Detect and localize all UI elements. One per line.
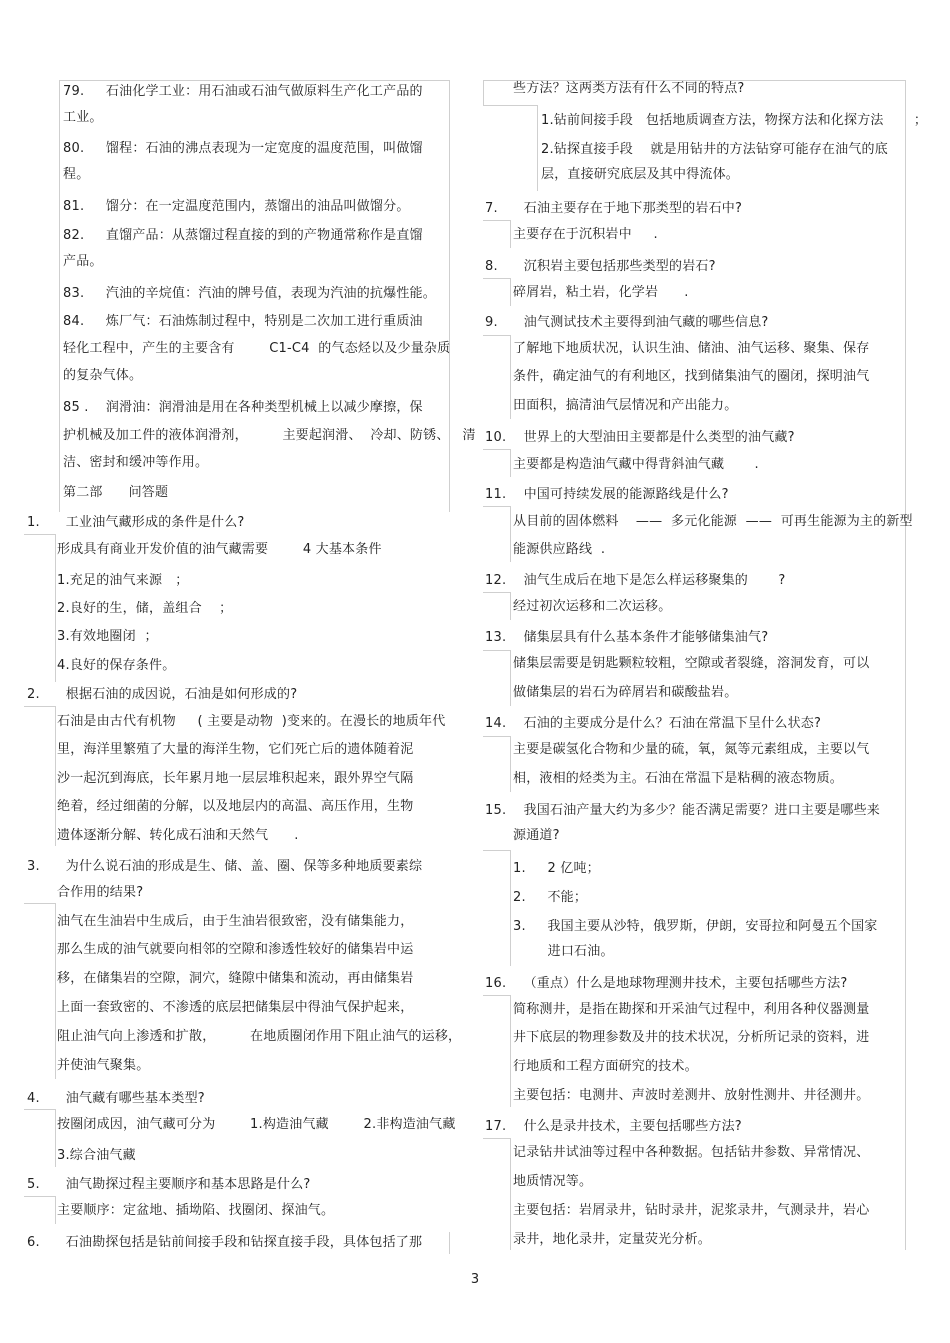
question-line: 17. 什么是录井技术，主要包括哪些方法? bbox=[485, 1119, 742, 1134]
question-rule bbox=[483, 736, 511, 737]
text-line: 那么生成的油气就要向相邻的空隙和渗透性较好的储集岩中运 bbox=[57, 942, 414, 957]
question-line: 2. 根据石油的成因说，石油是如何形成的? bbox=[27, 687, 298, 702]
text-line: 从目前的固体燃料 —— 多元化能源 —— 可再生能源为主的新型 bbox=[513, 514, 913, 529]
text-line: 洁、密封和缓冲等作用。 bbox=[63, 455, 209, 470]
text-line: 简称测井，是指在勘探和开采油气过程中，利用各种仪器测量 bbox=[513, 1002, 870, 1017]
left-frame-rule-bottom bbox=[449, 1232, 450, 1254]
answer-rule bbox=[55, 706, 56, 846]
answer-rule bbox=[510, 278, 511, 306]
question-rule bbox=[483, 335, 511, 336]
question-line: 10. 世界上的大型油田主要都是什么类型的油气藏? bbox=[485, 430, 795, 445]
question-rule bbox=[483, 105, 538, 106]
left-frame-rule bbox=[59, 80, 60, 512]
question-line: 16. （重点）什么是地球物理测井技术，主要包括哪些方法? bbox=[485, 976, 848, 991]
answer-rule bbox=[55, 1196, 56, 1224]
text-line: 80. 馏程：石油的沸点表现为一定宽度的温度范围，叫做馏 bbox=[63, 141, 423, 156]
left-frame-rule-right bbox=[449, 80, 450, 512]
list-item: 1. 2 亿吨； bbox=[513, 861, 600, 876]
text-line: 做储集层的岩石为碎屑岩和碳酸盐岩。 bbox=[513, 685, 738, 700]
text-line: 绝着，经过细菌的分解，以及地层内的高温、高压作用，生物 bbox=[57, 799, 414, 814]
question-rule bbox=[24, 1196, 56, 1197]
text-line: 石油是由古代有机物 ( 主要是动物 )变来的。在漫长的地质年代 bbox=[57, 714, 446, 729]
text-line: 能源供应路线 . bbox=[513, 542, 606, 557]
text-line: 相，液相的烃类为主。石油在常温下是粘稠的液态物质。 bbox=[513, 771, 844, 786]
text-line: 的复杂气体。 bbox=[63, 368, 143, 383]
left-frame-top bbox=[59, 80, 449, 81]
list-item: 3. 我国主要从沙特，俄罗斯，伊朗，安哥拉和阿曼五个国家 bbox=[513, 919, 878, 934]
text-line: 油气在生油岩中生成后，由于生油岩很致密，没有储集能力， bbox=[57, 914, 414, 929]
text-line: 4.良好的保存条件。 bbox=[57, 658, 176, 673]
question-rule bbox=[24, 706, 56, 707]
text-line: 主要包括：电测井、声波时差测井、放射性测井、井径测井。 bbox=[513, 1088, 870, 1103]
text-line: 85 . 润滑油：润滑油是用在各种类型机械上以减少摩擦，保 bbox=[63, 400, 423, 415]
text-line: 井下底层的物理参数及井的技术状况，分析所记录的资料，进 bbox=[513, 1030, 870, 1045]
text-line: 上面一套致密的、不渗透的底层把储集层中得油气保护起来， bbox=[57, 1000, 414, 1015]
question-line: 1. 工业油气藏形成的条件是什么? bbox=[27, 515, 245, 530]
text-line: 条件，确定油气的有利地区，找到储集油气的圈闭，探明油气 bbox=[513, 369, 870, 384]
text-line: 护机械及加工件的液体润滑剂， 主要起润滑、 冷却、防锈、 清 bbox=[63, 428, 476, 443]
answer-rule bbox=[510, 995, 511, 1107]
question-line: 14. 石油的主要成分是什么？石油在常温下呈什么状态? bbox=[485, 716, 822, 731]
answer-rule bbox=[510, 506, 511, 562]
question-rule bbox=[483, 995, 511, 996]
question-line: 8. 沉积岩主要包括那些类型的岩石? bbox=[485, 259, 716, 274]
text-line: 阻止油气向上渗透和扩散， 在地质圈闭作用下阻止油气的运移， bbox=[57, 1029, 462, 1044]
answer-rule bbox=[510, 449, 511, 477]
text-line: 行地质和工程方面研究的技术。 bbox=[513, 1059, 698, 1074]
text-line: 主要包括：岩屑录井，钻时录井，泥浆录井，气测录井，岩心 bbox=[513, 1203, 870, 1218]
text-line: 录井，地化录井，定量荧光分析。 bbox=[513, 1232, 712, 1247]
text-line: 2.良好的生，储，盖组合 ； bbox=[57, 601, 233, 616]
text-line: 83. 汽油的辛烷值：汽油的牌号值，表现为汽油的抗爆性能。 bbox=[63, 286, 436, 301]
answer-rule bbox=[510, 1138, 511, 1250]
right-column bbox=[480, 0, 928, 1343]
text-line: 工业。 bbox=[63, 110, 103, 125]
question-rule bbox=[24, 1109, 56, 1110]
answer-rule bbox=[510, 335, 511, 419]
text-line: 并使油气聚集。 bbox=[57, 1058, 150, 1073]
question-rule bbox=[24, 903, 56, 904]
text-line: 遗体逐渐分解、转化成石油和天然气 . bbox=[57, 828, 299, 843]
question-line: 13. 储集层具有什么基本条件才能够储集油气? bbox=[485, 630, 769, 645]
answer-rule bbox=[510, 850, 511, 966]
text-line: 1.充足的油气来源 ； bbox=[57, 573, 189, 588]
list-item: 2. 不能； bbox=[513, 890, 588, 905]
text-line: 沙一起沉到海底，长年累月地一层层堆积起来，跟外界空气隔 bbox=[57, 771, 414, 786]
question-line: 15. 我国石油产量大约为多少？能否满足需要？进口主要是哪些来 bbox=[485, 803, 881, 818]
text-line: 田面积，搞清油气层情况和产出能力。 bbox=[513, 398, 738, 413]
text-line: 程。 bbox=[63, 167, 90, 182]
answer-rule bbox=[55, 903, 56, 1079]
right-frame-rule bbox=[483, 80, 484, 106]
text-line: 移，在储集岩的空隙，洞穴，缝隙中储集和流动，再由储集岩 bbox=[57, 971, 414, 986]
question-rule bbox=[483, 506, 511, 507]
text-line: 形成具有商业开发价值的油气藏需要 4 大基本条件 bbox=[57, 542, 382, 557]
text-line: 2.钻探直接手段 就是用钻井的方法钻穿可能存在油气的底 bbox=[541, 142, 888, 157]
text-line: 了解地下地质状况，认识生油、储油、油气运移、聚集、保存 bbox=[513, 341, 870, 356]
question-line: 5. 油气勘探过程主要顺序和基本思路是什么? bbox=[27, 1177, 311, 1192]
text-line: 主要都是构造油气藏中得背斜油气藏 . bbox=[513, 457, 759, 472]
question-line: 合作用的结果? bbox=[57, 885, 144, 900]
question-line: 12. 油气生成后在地下是怎么样运移聚集的 ? bbox=[485, 573, 786, 588]
text-line: 里，海洋里繁殖了大量的海洋生物，它们死亡后的遗体随着泥 bbox=[57, 742, 414, 757]
answer-rule bbox=[55, 1109, 56, 1167]
answer-rule bbox=[537, 105, 538, 191]
list-item: 进口石油。 bbox=[513, 944, 614, 959]
text-line: 84. 炼厂气：石油炼制过程中，特别是二次加工进行重质油 bbox=[63, 314, 423, 329]
answer-rule bbox=[510, 650, 511, 706]
text-line: 储集层需要是钥匙颗粒较粗，空隙或者裂缝，溶洞发育，可以 bbox=[513, 656, 870, 671]
text-line: 主要顺序：定盆地、插坳陷、找圈闭、探油气。 bbox=[57, 1203, 335, 1218]
text-line: 79. 石油化学工业：用石油或石油气做原料生产化工产品的 bbox=[63, 84, 423, 99]
text-line: 些方法？这两类方法有什么不同的特点? bbox=[513, 81, 745, 96]
text-line: 81. 馏分：在一定温度范围内，蒸馏出的油品叫做馏分。 bbox=[63, 199, 410, 214]
text-line: 产品。 bbox=[63, 254, 103, 269]
question-rule bbox=[483, 850, 511, 851]
text-line: 轻化工程中，产生的主要含有 C1-C4 的气态烃以及少量杂质 bbox=[63, 341, 451, 356]
text-line: 记录钻井试油等过程中各种数据。包括钻井参数、异常情况、 bbox=[513, 1145, 870, 1160]
question-rule bbox=[24, 534, 56, 535]
text-line: 主要存在于沉积岩中 . bbox=[513, 227, 658, 242]
question-rule bbox=[483, 278, 511, 279]
question-rule bbox=[483, 592, 511, 593]
text-line: 层，直接研究底层及其中得流体。 bbox=[541, 167, 740, 182]
page-number: 3 bbox=[470, 1272, 480, 1287]
text-line: 经过初次运移和二次运移。 bbox=[513, 599, 672, 614]
question-line: 源通道? bbox=[513, 828, 560, 843]
question-line: 6. 石油勘探包括是钻前间接手段和钻探直接手段，具体包括了那 bbox=[27, 1235, 423, 1250]
question-line: 3. 为什么说石油的形成是生、储、盖、圈、保等多种地质要素综 bbox=[27, 859, 423, 874]
text-line: 1.钻前间接手段 包括地质调查方法，物探方法和化探方法 ； bbox=[541, 113, 928, 128]
question-line: 9. 油气测试技术主要得到油气藏的哪些信息? bbox=[485, 315, 769, 330]
question-rule bbox=[483, 449, 511, 450]
section-heading: 第二部 问答题 bbox=[63, 485, 169, 500]
text-line: 碎屑岩，粘土岩，化学岩 . bbox=[513, 285, 689, 300]
text-line: 按圈闭成因，油气藏可分为 1.构造油气藏 2.非构造油气藏 bbox=[57, 1117, 456, 1132]
question-rule bbox=[483, 220, 511, 221]
text-line: 地质情况等。 bbox=[513, 1174, 593, 1189]
text-line: 82. 直馏产品：从蒸馏过程直接的到的产物通常称作是直馏 bbox=[63, 228, 423, 243]
question-line: 7. 石油主要存在于地下那类型的岩石中? bbox=[485, 201, 743, 216]
question-line: 4. 油气藏有哪些基本类型? bbox=[27, 1091, 205, 1106]
text-line: 3.有效地圈闭 ； bbox=[57, 629, 158, 644]
question-rule bbox=[483, 1138, 511, 1139]
right-frame-rule-right bbox=[905, 80, 906, 1250]
answer-rule bbox=[510, 220, 511, 248]
answer-rule bbox=[510, 592, 511, 620]
text-line: 主要是碳氢化合物和少量的硫，氧，氮等元素组成，主要以气 bbox=[513, 742, 870, 757]
question-rule bbox=[483, 650, 511, 651]
answer-rule bbox=[55, 534, 56, 682]
answer-rule bbox=[510, 736, 511, 792]
question-line: 11. 中国可持续发展的能源路线是什么? bbox=[485, 487, 729, 502]
text-line: 3.综合油气藏 bbox=[57, 1148, 136, 1163]
